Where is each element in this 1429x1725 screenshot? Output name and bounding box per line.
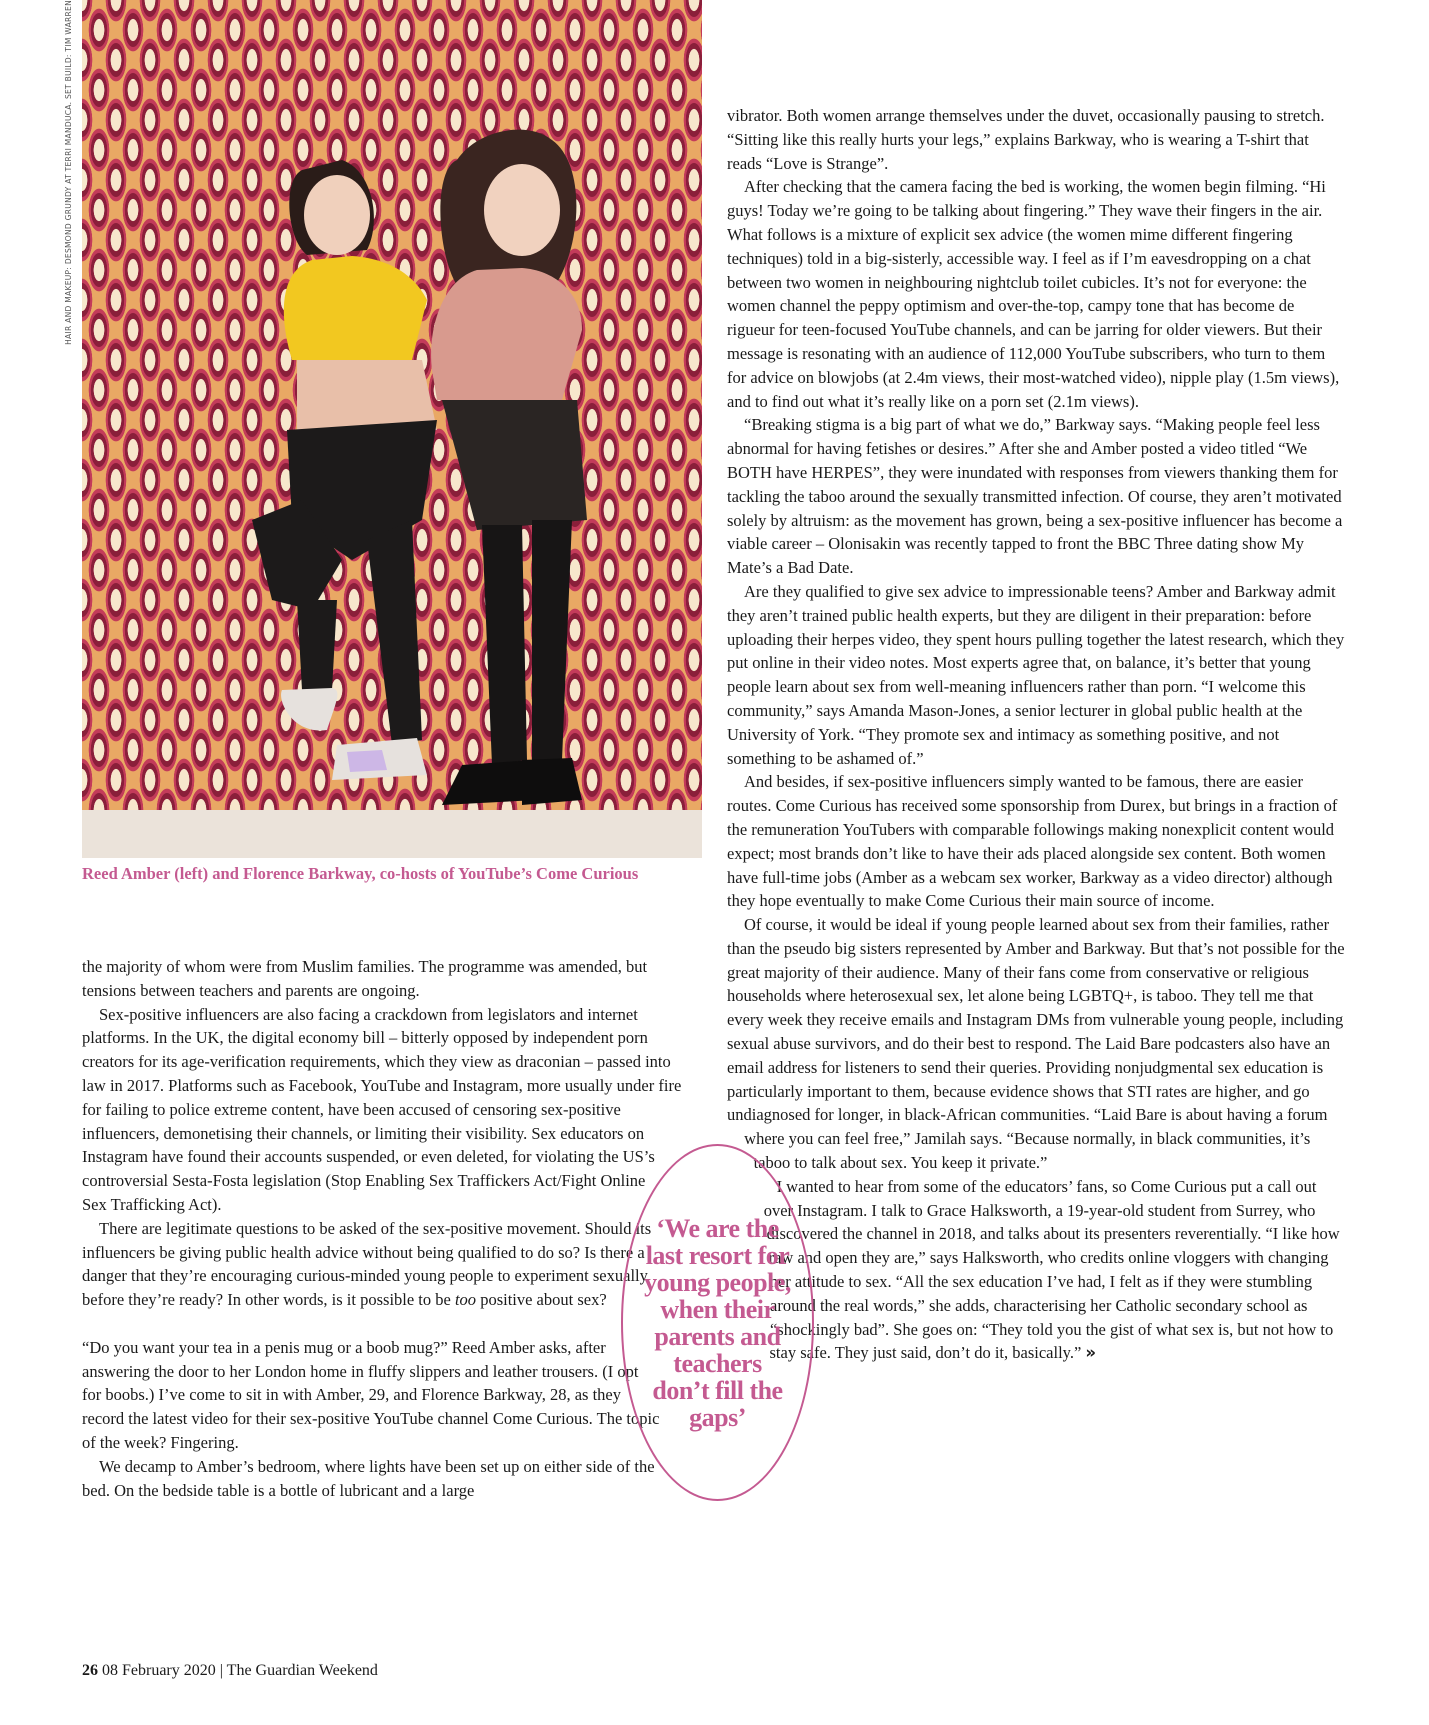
hosts-illustration <box>82 0 702 858</box>
left-paragraph-3-end: positive about sex? <box>476 1290 607 1310</box>
right-paragraph-2: After checking that the camera facing the bed is working, the women begin filming. “Hi guys! Today we’re going to be talking about fingering.” They wave their fingers in the air. What follows is a mixture of explicit sex advice (the women mime different fingering techniques) told in a big-sisterly, accessible way. I feel as if I’m eavesdropping on a chat between two women in neighbouring nightclub toilet cubicles. It’s not for everyone: the women channel the peppy optimism and over-the-top, campy tone that has become de rigueur for teen-focused YouTube channels, and can be jarring for older viewers. But their message is resonating with an audience of 112,000 YouTube subscribers, who turn to them for advice on blowjobs (at 2.4m views, their most-watched video), nipple play (1.5m views), and to find out what it’s really like on a porn set (2.1m views). <box>727 177 1340 411</box>
left-paragraph-4: “Do you want your tea in a penis mug or a boob mug?” Reed Amber asks, after answering the door to her London home in fluffy slippers and leather trousers. (I opt for boobs.) I’ve come to sit in with Amber, 29, and Florence Barkway, 28, as they record the latest video for their sex-positive YouTube channel Come Curious. The topic of the week? Fingering. <box>82 1337 660 1452</box>
right-paragraph-4: Are they qualified to give sex advice to impressionable teens? Amber and Barkway admit they aren’t trained public health experts, but they are diligent in their preparation: before uploading their herpes video, they spent hours pulling together the latest research, which they put online in their video notes. Most experts agree that, on balance, it’s better that young people learn about sex from well-meaning influencers rather than porn. “I welcome this community,” says Amanda Mason-Jones, a senior lecturer in global public health at the University of York. “They promote sex and intimacy as something positive, and not something to be ashamed of.” <box>727 581 1345 768</box>
left-paragraph-2: Sex-positive influencers are also facing a crackdown from legislators and internet platforms. In the UK, the digital economy bill – bitterly opposed by independent porn creators for its age-verification requirements, which they view as draconian – passed into law in 2017. Platforms such as Facebook, YouTube and Instagram, more usually under fire for failing to police extreme content, have been accused of censoring sex-positive influencers, demonetising their channels, or limiting their visibility. Sex educators on Instagram have found their accounts suspended, or even deleted, for violating the US’s controversial Sesta-Fosta legislation (Stop Enabling Sex Traffickers Act/Fight Online Sex Trafficking Act). <box>82 1004 682 1214</box>
right-paragraph-7 <box>726 1175 1345 1365</box>
florence-barkway-figure <box>431 130 587 805</box>
left-paragraph-5: We decamp to Amber’s bedroom, where lights have been set up on either side of the bed. On the bedside table is a bottle of lubricant and a large <box>82 1456 655 1500</box>
right-paragraph-6: Of course, it would be ideal if young people learned about sex from their families, rather than the pseudo big sisters represented by Amber and Barkway. But that’s not possible for the great majority of their audience. Many of their fans come from conservative or religious households where heterosexual sex, let alone being LGBTQ+, is taboo. They tell me that every week they receive emails and Instagram DMs from vulnerable young people, including sexual abuse survivors, and do their best to respond. The Laid Bare podcasters also have an email address for listeners to send their queries. Providing nonjudgmental sex education is particularly important to them, because evidence shows that STI rates are higher, and go undiagnosed for longer, in black-African communities. “Laid Bare is about having a forum where you can feel free,” Jamilah says. “Because normally, in black communities, it’s taboo to talk about sex. You keep it private.” <box>727 915 1345 1173</box>
right-paragraph-5: And besides, if sex-positive influencers simply wanted to be famous, there are easier routes. Come Curious has received some sponsorship from Durex, but brings in a fraction of the remuneration YouTubers with comparable followings making nonexplicit content would expect; most brands don’t like to have their ads placed alongside sex content. Both women have full-time jobs (Amber as a webcam sex worker, Barkway as a video director) although they hope eventually to make Come Curious their main source of income. <box>727 772 1338 911</box>
left-paragraph-3-emphasis: too <box>454 1290 477 1310</box>
hero-photo <box>82 0 702 858</box>
photo-credit: HAIR AND MAKEUP: DESMOND GRUNDY AT TERRI MANDUCA. SET BUILD: TIM WARREN <box>64 0 73 345</box>
right-paragraph-1: vibrator. Both women arrange themselves under the duvet, occasionally pausing to stretch. “Sitting like this really hurts your legs,” explains Barkway, who is wearing a T-shirt that reads “Love is Strange”. <box>727 106 1325 173</box>
reed-amber-figure <box>252 160 437 780</box>
right-column <box>726 104 1345 1495</box>
left-paragraph-3 <box>82 1217 696 1312</box>
footer-date-publication: 08 February 2020 | The Guardian Weekend <box>102 1662 378 1679</box>
right-paragraph-3: “Breaking stigma is a big part of what we do,” Barkway says. “Making people feel less abnormal for having fetishes or desires.” After she and Amber posted a video titled “We BOTH have HERPES”, they were inundated with responses from viewers thanking them for tackling the taboo around the sexually transmitted infection. Of course, they aren’t motivated solely by altruism: as the movement has grown, being a sex-positive influencer has become a viable career – Olonisakin was recently tapped to front the BBC Three dating show My Mate’s a Bad Date. <box>727 415 1343 578</box>
left-paragraph-1: the majority of whom were from Muslim families. The programme was amended, but tensions between teachers and parents are ongoing. <box>82 957 648 1000</box>
photo-caption: Reed Amber (left) and Florence Barkway, co-hosts of YouTube’s Come Curious <box>82 864 639 883</box>
left-column <box>82 955 696 1505</box>
page-number: 26 <box>82 1662 98 1679</box>
page-footer <box>82 1662 378 1680</box>
left-paragraph-3-text: There are legitimate questions to be asked of the sex-positive movement. Should its influencers be giving public health advice without being qualified to do so? Is there a danger that they’re encouraging curious-minded young people to experiment sexually before they’re ready? In other words, is it possible to be <box>82 1218 652 1310</box>
studio-floor <box>82 810 702 858</box>
pull-quote <box>621 1144 814 1501</box>
continue-arrow-icon: » <box>1085 1343 1097 1363</box>
pull-quote-text: ‘We are the last resort for young people, when their parents and teachers don’t fill the gaps’ <box>644 1213 791 1432</box>
right-paragraph-7-text: I wanted to hear from some of the educators’ fans, so Come Curious put a call out over Instagram. I talk to Grace Halksworth, a 19-year-old student from Surrey, who discovered the channel in 2018, and talks about its presenters reverentially. “I like how raw and open they are,” says Halksworth, who credits online vloggers with changing her attitude to sex. “All the sex education I’ve had, I felt as if they were stumbling around the real words,” she adds, characterising her Catholic secondary school as “shockingly bad”. She goes on: “They told you the gist of what sex is, but not how to stay safe. They just said, don’t do it, basically.” <box>763 1176 1340 1363</box>
